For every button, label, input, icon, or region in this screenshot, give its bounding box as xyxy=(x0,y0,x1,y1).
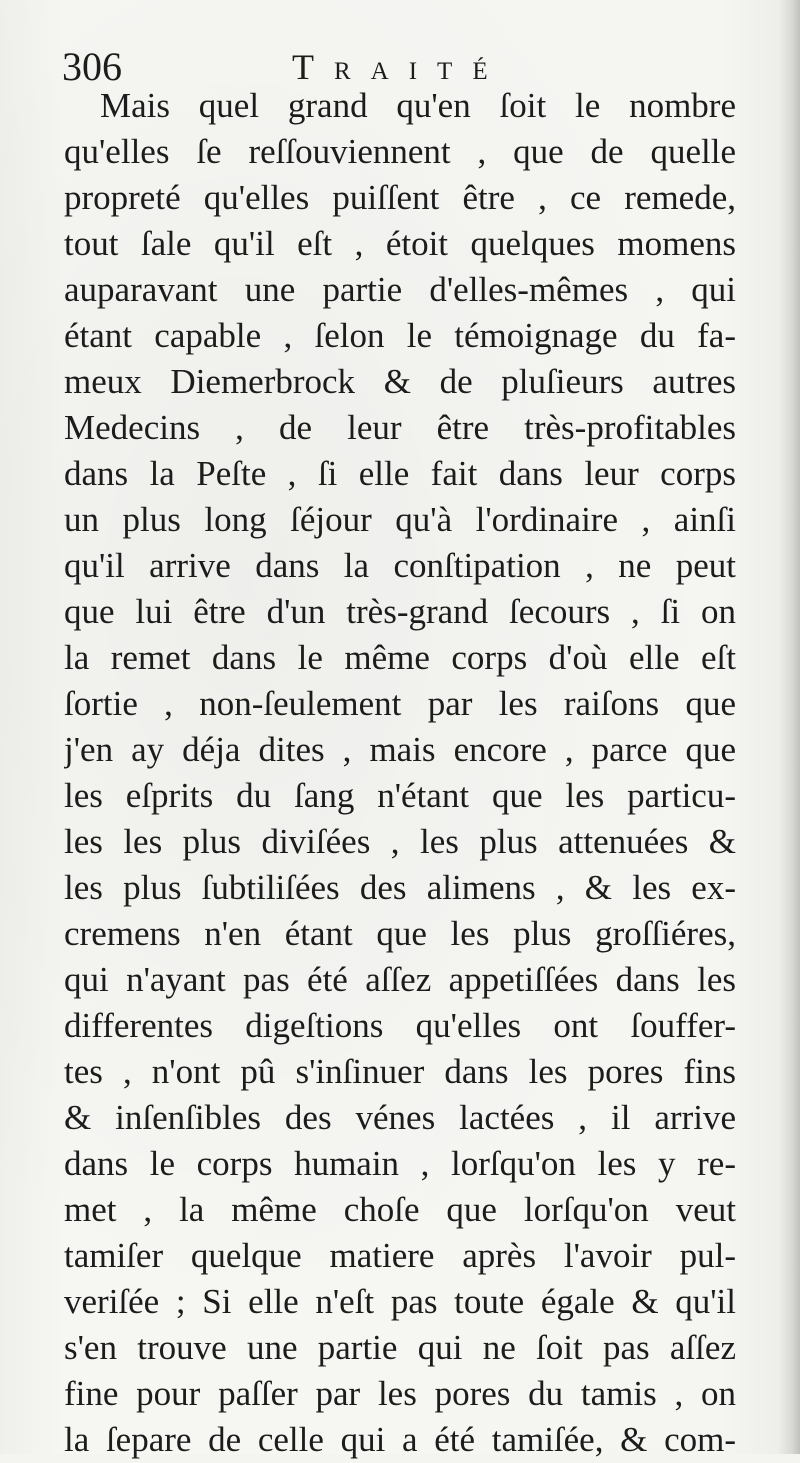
text-line: les les plus diviſées , les plus attenuées & xyxy=(64,822,736,861)
text-line: dans la Peſte , ſi elle fait dans leur corps xyxy=(64,454,736,493)
text-line: qu'il arrive dans la conſtipation , ne peut xyxy=(64,546,736,585)
text-line: & inſenſibles des vénes lactées , il arrive xyxy=(64,1098,736,1137)
text-line: que lui être d'un très-grand ſecours , ſi on xyxy=(64,592,736,631)
text-line: meux Diemerbrock & de pluſieurs autres xyxy=(64,362,736,401)
text-line: veriſée ; Si elle n'eſt pas toute égale & qu'il xyxy=(64,1282,736,1321)
text-line: j'en ay déja dites , mais encore , parce que xyxy=(64,730,736,769)
text-line: les plus ſubtiliſées des alimens , & les ex- xyxy=(64,868,736,907)
text-line: qui n'ayant pas été aſſez appetiſſées dans les xyxy=(64,960,736,999)
text-line: étant capable , ſelon le témoignage du fa- xyxy=(64,316,736,355)
text-line: les eſprits du ſang n'étant que les particu- xyxy=(64,776,736,815)
text-line: met , la même choſe que lorſqu'on veut xyxy=(64,1190,736,1229)
text-line: fine pour paſſer par les pores du tamis , on xyxy=(64,1374,736,1413)
text-line: Medecins , de leur être très-profitables xyxy=(64,408,736,447)
text-line: un plus long ſéjour qu'à l'ordinaire , ainſi xyxy=(64,500,736,539)
text-line: la remet dans le même corps d'où elle eſt xyxy=(64,638,736,677)
text-line: Mais quel grand qu'en ſoit le nombre xyxy=(100,86,736,125)
page-number: 306 xyxy=(62,44,122,89)
text-line: qu'elles ſe reſſouviennent , que de quelle xyxy=(64,132,736,171)
text-line: la ſepare de celle qui a été tamiſée, & com- xyxy=(64,1420,736,1459)
text-line: differentes digeſtions qu'elles ont ſouffer- xyxy=(64,1006,736,1045)
text-line: ſortie , non-ſeulement par les raiſons que xyxy=(64,684,736,723)
text-line: propreté qu'elles puiſſent être , ce remede, xyxy=(64,178,736,217)
text-line: tes , n'ont pû s'inſinuer dans les pores fins xyxy=(64,1052,736,1091)
body-text xyxy=(64,83,736,1463)
text-line: tout ſale qu'il eſt , étoit quelques momens xyxy=(64,224,736,263)
running-head: Traité xyxy=(292,47,508,87)
text-line: auparavant une partie d'elles-mêmes , qui xyxy=(64,270,736,309)
page-edge-shadow xyxy=(778,0,800,1454)
text-line: cremens n'en étant que les plus groſſiéres, xyxy=(64,914,736,953)
text-line: s'en trouve une partie qui ne ſoit pas aſſez xyxy=(64,1328,736,1367)
text-line: dans le corps humain , lorſqu'on les y re- xyxy=(64,1144,736,1183)
text-line: tamiſer quelque matiere après l'avoir pul- xyxy=(64,1236,736,1275)
